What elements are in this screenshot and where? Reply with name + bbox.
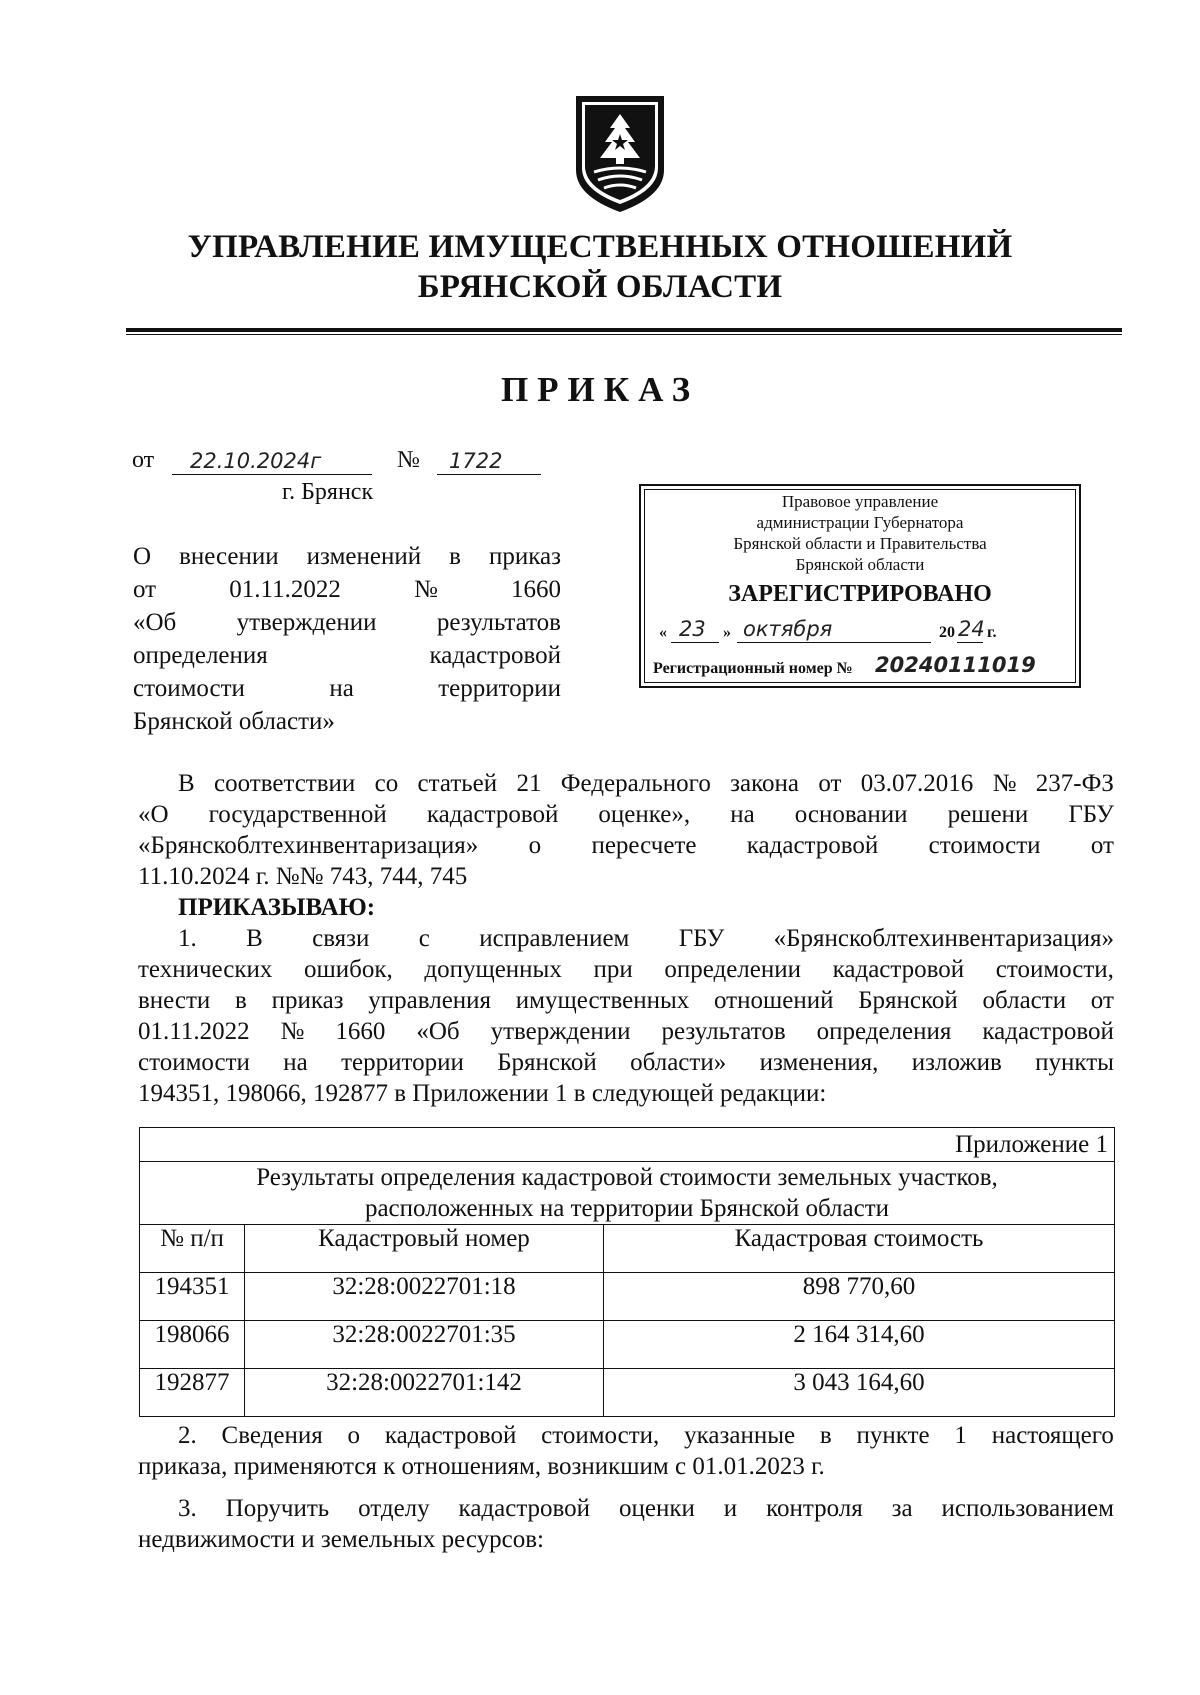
word: на bbox=[730, 801, 755, 828]
text-line bbox=[138, 923, 1114, 954]
word: в bbox=[819, 1422, 832, 1449]
word: 21 bbox=[516, 770, 542, 797]
document-type: ПРИКАЗ bbox=[500, 370, 700, 409]
stamp-month-handwritten: октября bbox=[743, 617, 833, 641]
word: допущенных bbox=[424, 956, 562, 983]
stamp-year-suffix: г. bbox=[987, 624, 997, 641]
coat-of-arms-emblem bbox=[572, 92, 668, 216]
word: кадастровой bbox=[384, 1422, 517, 1449]
word: основании bbox=[794, 801, 908, 828]
word: закона bbox=[730, 770, 799, 797]
cell-cadastral-value: 898 770,60 bbox=[604, 1273, 1115, 1321]
word: технических bbox=[138, 956, 273, 983]
text-line bbox=[138, 985, 1114, 1016]
stamp-line3: Брянской области и Правительства bbox=[733, 534, 987, 553]
text-line bbox=[138, 830, 1114, 861]
table-title-row bbox=[140, 1162, 1115, 1225]
subject-word: внесении bbox=[179, 543, 279, 570]
cadastral-value-table bbox=[139, 1127, 1115, 1417]
subject-word: кадастровой bbox=[429, 642, 561, 669]
cell-cadastral-value: 2 164 314,60 bbox=[604, 1321, 1115, 1369]
word: кадастровой bbox=[426, 801, 559, 828]
word: № bbox=[992, 770, 1017, 797]
word: стоимости, bbox=[541, 1422, 660, 1449]
word: 237-ФЗ bbox=[1035, 770, 1114, 797]
word: приказ bbox=[271, 987, 344, 1014]
word: 1. bbox=[178, 925, 197, 952]
header-cadastral-number: Кадастровый номер bbox=[245, 1225, 604, 1273]
subject-word: «Об bbox=[133, 609, 177, 636]
number-handwritten: 1722 bbox=[449, 449, 503, 473]
cell-row-number: 198066 bbox=[140, 1321, 245, 1369]
word: внести bbox=[138, 987, 211, 1014]
word: соответствии bbox=[214, 770, 356, 797]
number-prefix: № bbox=[397, 447, 420, 473]
subject-line bbox=[133, 639, 561, 672]
word: от bbox=[1090, 987, 1114, 1014]
cell-cadastral-value: 3 043 164,60 bbox=[604, 1369, 1115, 1417]
subject-word: утверждении bbox=[236, 609, 377, 636]
word: за bbox=[891, 1495, 913, 1522]
table-title-line1: Результаты определения кадастровой стоимости земельных участков, bbox=[256, 1164, 998, 1191]
subject-word: результатов bbox=[436, 609, 561, 636]
text-line bbox=[138, 1047, 1114, 1078]
word: от bbox=[818, 770, 842, 797]
registration-stamp bbox=[639, 484, 1081, 688]
word: контроля bbox=[766, 1495, 863, 1522]
table-title bbox=[140, 1162, 1115, 1225]
org-title-line2: БРЯНСКОЙ ОБЛАСТИ bbox=[417, 269, 783, 305]
word: исправлением bbox=[479, 925, 630, 952]
word: от bbox=[1090, 832, 1114, 859]
word: «Брянскоблтехинвентаризация» bbox=[773, 925, 1114, 952]
word: результатов bbox=[661, 1018, 786, 1045]
word: 1660 bbox=[335, 1018, 386, 1045]
word: стоимости bbox=[138, 1049, 250, 1076]
text-line bbox=[138, 1016, 1114, 1047]
word: имущественных bbox=[515, 987, 690, 1014]
subject-line bbox=[133, 540, 561, 573]
appendix-label: Приложение 1 bbox=[140, 1128, 1115, 1162]
word: В bbox=[246, 925, 263, 952]
text-line bbox=[138, 1493, 1114, 1524]
word: области» bbox=[630, 1049, 727, 1076]
word: Поручить bbox=[225, 1495, 330, 1522]
word: 2. bbox=[178, 1422, 197, 1449]
word: № bbox=[280, 1018, 305, 1045]
text-line-last: недвижимости и земельных ресурсов: bbox=[138, 1526, 544, 1553]
word: утверждении bbox=[490, 1018, 631, 1045]
paragraph-2 bbox=[138, 1420, 1114, 1482]
word: 3. bbox=[178, 1495, 197, 1522]
word: Брянской bbox=[858, 987, 958, 1014]
table-row bbox=[140, 1321, 1115, 1369]
word: территории bbox=[341, 1049, 464, 1076]
stamp-quote-close: » bbox=[723, 624, 731, 641]
table-title-line2: расположенных на территории Брянской области bbox=[364, 1195, 890, 1222]
stamp-year-prefix: 20 bbox=[939, 624, 955, 641]
text-line-last: приказа, применяются к отношениям, возникшим с 01.01.2023 г. bbox=[138, 1453, 825, 1480]
paragraph-3 bbox=[138, 1493, 1114, 1555]
text-line bbox=[138, 768, 1114, 799]
word: пункты bbox=[1035, 1049, 1114, 1076]
word: государственной bbox=[208, 801, 387, 828]
subject-word: приказ bbox=[488, 543, 561, 570]
word: Брянской bbox=[497, 1049, 597, 1076]
subject-word: 1660 bbox=[510, 576, 561, 603]
word: 03.07.2016 bbox=[860, 770, 974, 797]
word: оценки bbox=[618, 1495, 695, 1522]
word: в bbox=[235, 987, 247, 1014]
cell-row-number: 194351 bbox=[140, 1273, 245, 1321]
word: «О bbox=[138, 801, 169, 828]
number-field bbox=[437, 448, 541, 475]
text-line bbox=[138, 954, 1114, 985]
word: изменения, bbox=[759, 1049, 879, 1076]
date-handwritten: 22.10.2024г bbox=[190, 449, 322, 473]
word: определения bbox=[816, 1018, 952, 1045]
date-field bbox=[172, 448, 372, 475]
word: Сведения bbox=[221, 1422, 323, 1449]
subject-line bbox=[133, 573, 561, 606]
stamp-line2: администрации Губернатора bbox=[756, 513, 964, 532]
word: оценке», bbox=[598, 801, 691, 828]
word: при bbox=[593, 956, 633, 983]
word: определении bbox=[664, 956, 801, 983]
header-row-number: № п/п bbox=[140, 1225, 245, 1273]
word: стоимости bbox=[928, 832, 1041, 859]
subject-word: стоимости bbox=[133, 675, 245, 702]
word: кадастровой bbox=[458, 1495, 591, 1522]
word: указанные bbox=[684, 1422, 796, 1449]
word: Федерального bbox=[560, 770, 711, 797]
word: на bbox=[283, 1049, 308, 1076]
word: о bbox=[347, 1422, 361, 1449]
cell-cadastral-number: 32:28:0022701:142 bbox=[245, 1369, 604, 1417]
org-title-line1: УПРАВЛЕНИЕ ИМУЩЕСТВЕННЫХ ОТНОШЕНИЙ bbox=[187, 229, 1013, 265]
subject-line bbox=[133, 606, 561, 639]
text-line bbox=[138, 1420, 1114, 1451]
table-header-row bbox=[140, 1225, 1115, 1273]
word: отделу bbox=[358, 1495, 430, 1522]
stamp-reg-label: Регистрационный номер № bbox=[653, 660, 853, 677]
header-cadastral-value: Кадастровая стоимость bbox=[604, 1225, 1115, 1273]
word: кадастровой bbox=[746, 832, 879, 859]
preamble bbox=[138, 768, 1114, 923]
order-word: ПРИКАЗЫВАЮ: bbox=[178, 894, 376, 921]
date-prefix: от bbox=[132, 447, 155, 473]
stamp-line4: Брянской области bbox=[795, 555, 925, 574]
table-appendix-row bbox=[140, 1128, 1115, 1162]
stamp-year-field bbox=[957, 618, 983, 643]
word: 1 bbox=[954, 1422, 967, 1449]
subject-line-last: Брянской области» bbox=[133, 708, 335, 735]
word: отношений bbox=[714, 987, 834, 1014]
word: использованием bbox=[941, 1495, 1114, 1522]
subject-word: от bbox=[133, 576, 157, 603]
header-divider-thin bbox=[126, 334, 1122, 335]
stamp-month-field bbox=[737, 618, 931, 643]
word: 01.11.2022 bbox=[138, 1018, 250, 1045]
word: «Об bbox=[416, 1018, 460, 1045]
word: пункте bbox=[856, 1422, 930, 1449]
word: связи bbox=[312, 925, 370, 952]
subject-word: изменений bbox=[306, 543, 422, 570]
subject-word: № bbox=[413, 576, 438, 603]
subject-word: определения bbox=[133, 642, 268, 669]
word: со bbox=[374, 770, 399, 797]
word: стоимости, bbox=[995, 956, 1114, 983]
subject-word: О bbox=[133, 543, 152, 570]
word: статьей bbox=[417, 770, 498, 797]
stamp-registered: ЗАРЕГИСТРИРОВАНО bbox=[728, 581, 992, 607]
text-line-last: 11.10.2024 г. №№ 743, 744, 745 bbox=[138, 863, 468, 890]
text-line bbox=[138, 799, 1114, 830]
word: ГБУ bbox=[1068, 801, 1114, 828]
word: о bbox=[528, 832, 542, 859]
word: управления bbox=[368, 987, 492, 1014]
text-line-last: 194351, 198066, 192877 в Приложении 1 в следующей редакции: bbox=[138, 1080, 827, 1107]
subject-word: на bbox=[329, 675, 354, 702]
word: В bbox=[178, 770, 195, 797]
word: и bbox=[723, 1495, 738, 1522]
word: решени bbox=[947, 801, 1029, 828]
word: области bbox=[982, 987, 1067, 1014]
stamp-day-handwritten: 23 bbox=[679, 617, 706, 641]
stamp-reg-number-handwritten: 20240111019 bbox=[875, 653, 1036, 677]
header-divider-thick bbox=[126, 328, 1122, 332]
word: настоящего bbox=[991, 1422, 1114, 1449]
table-row bbox=[140, 1369, 1115, 1417]
cell-row-number: 192877 bbox=[140, 1369, 245, 1417]
word: с bbox=[418, 925, 430, 952]
table-row bbox=[140, 1273, 1115, 1321]
subject-word: 01.11.2022 bbox=[229, 576, 341, 603]
word: пересчете bbox=[591, 832, 697, 859]
subject-block bbox=[133, 540, 561, 738]
cell-cadastral-number: 32:28:0022701:18 bbox=[245, 1273, 604, 1321]
stamp-quote-open: « bbox=[659, 624, 667, 641]
subject-word: в bbox=[449, 543, 461, 570]
stamp-day-field bbox=[671, 618, 719, 643]
paragraph-1 bbox=[138, 923, 1114, 1109]
stamp-line1: Правовое управление bbox=[781, 492, 939, 511]
word: кадастровой bbox=[982, 1018, 1114, 1045]
cell-cadastral-number: 32:28:0022701:35 bbox=[245, 1321, 604, 1369]
word: ГБУ bbox=[678, 925, 725, 952]
stamp-year-handwritten: 24 bbox=[958, 617, 985, 641]
subject-line bbox=[133, 672, 561, 705]
word: ошибок, bbox=[303, 956, 393, 983]
subject-word: территории bbox=[438, 675, 561, 702]
word: кадастровой bbox=[832, 956, 965, 983]
word: изложив bbox=[911, 1049, 1002, 1076]
word: «Брянскоблтехинвентаризация» bbox=[138, 832, 479, 859]
city: г. Брянск bbox=[282, 479, 374, 505]
